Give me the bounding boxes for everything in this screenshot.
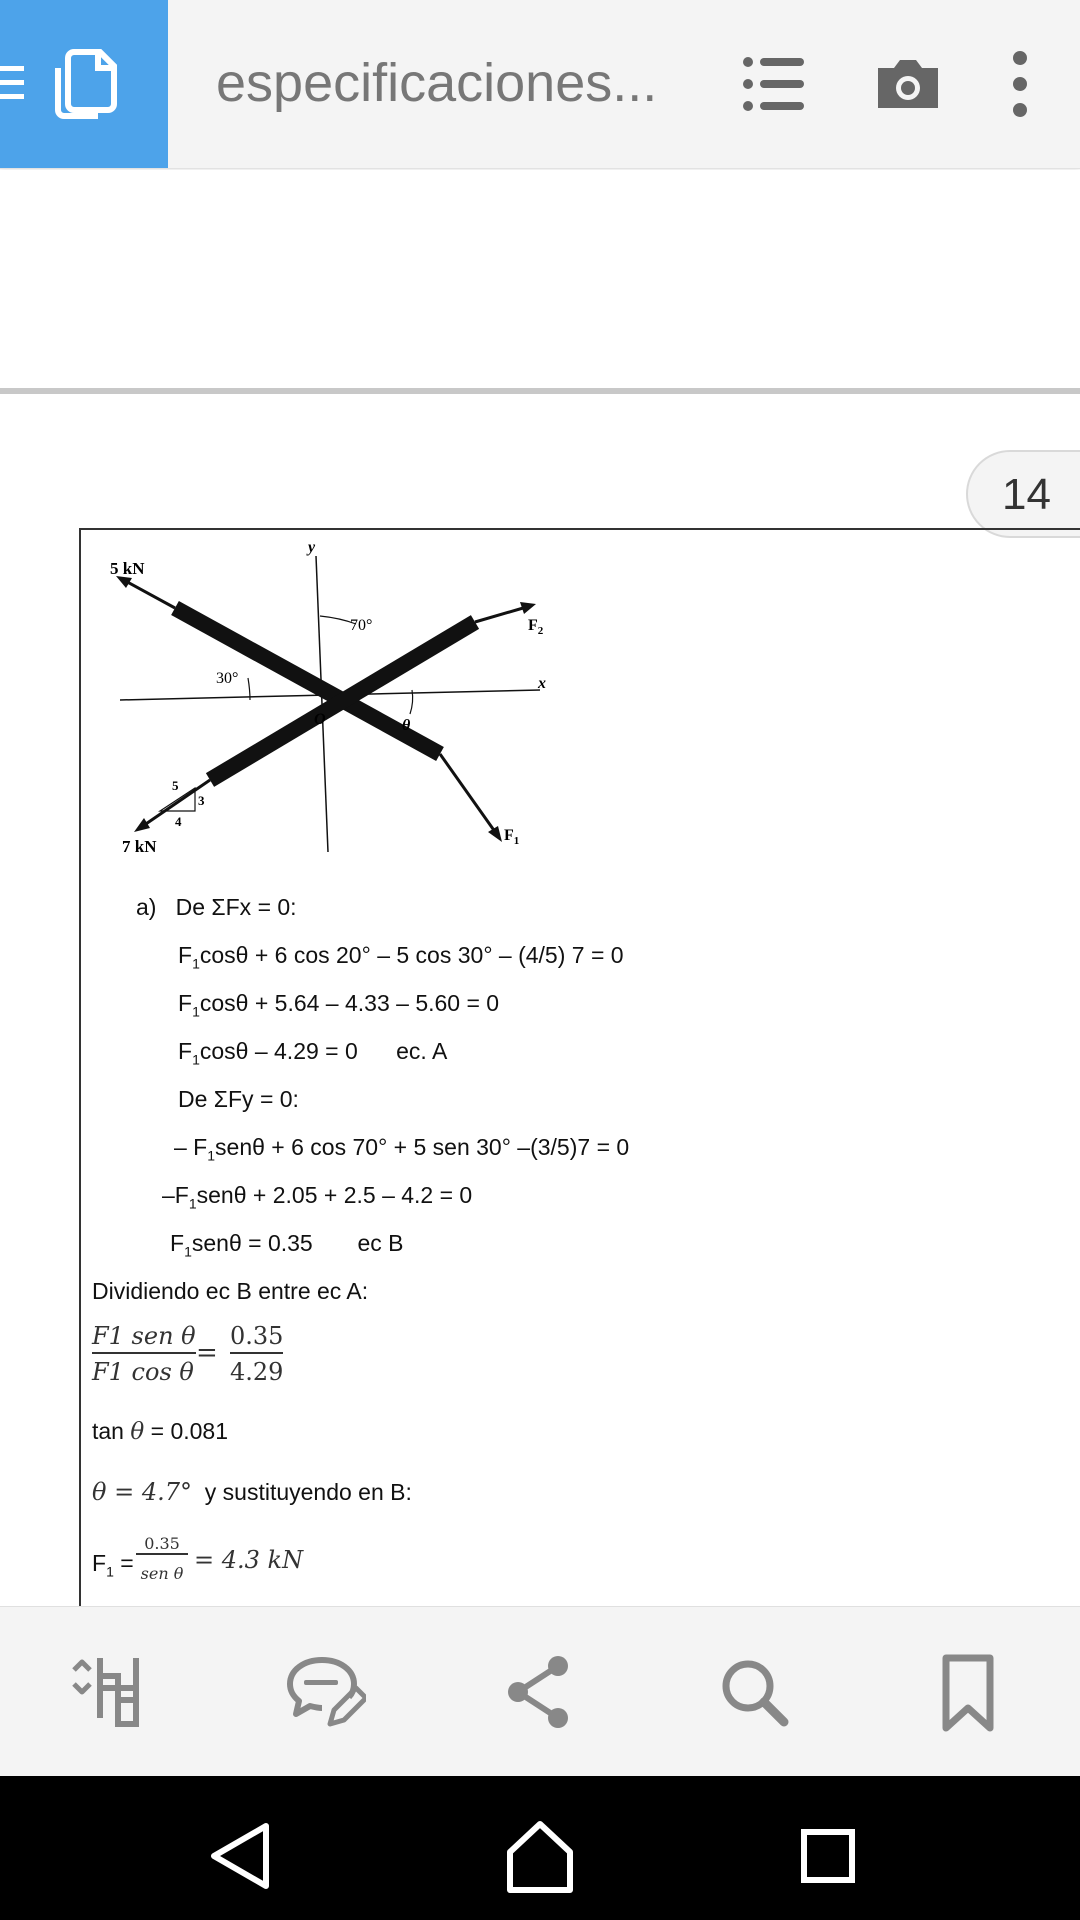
label-o: O: [314, 711, 326, 728]
label-30: 30°: [216, 670, 239, 687]
back-icon[interactable]: [202, 1816, 282, 1896]
label-5: 5: [172, 778, 179, 793]
fraction-equals: =: [196, 1338, 218, 1368]
list-icon[interactable]: [734, 44, 814, 124]
fraction-2-denominator: 4.29: [230, 1358, 284, 1386]
bookmark-icon[interactable]: [926, 1650, 1010, 1734]
theta-line: θ = 4.7° y sustituyendo en B:: [92, 1478, 412, 1506]
share-icon[interactable]: [496, 1650, 580, 1734]
label-3: 3: [198, 793, 205, 808]
arrow-f1: [440, 754, 498, 836]
f1-result-line: [92, 1532, 352, 1592]
solution-line-8: $F_1sen\theta = 0.35$ ec B: [170, 1230, 404, 1260]
recents-icon[interactable]: [788, 1816, 868, 1896]
reading-mode-icon[interactable]: [66, 1650, 150, 1734]
camera-icon[interactable]: [868, 44, 948, 124]
arrowhead-f2: [520, 602, 536, 614]
fraction-equation: [92, 1318, 292, 1388]
solution-line-7: $-F_1sen\theta + 2.05 + 2.5 - 4.2 = 0$: [162, 1182, 473, 1212]
page-number-badge[interactable]: [966, 450, 1080, 538]
arrowhead-f1: [488, 826, 502, 842]
label-f2: $F_2$: [528, 617, 544, 637]
menu-icon: [0, 66, 26, 100]
solution-line-5: De ΣFy = 0:: [178, 1086, 299, 1112]
label-f1: $F_1$: [504, 827, 520, 847]
home-icon[interactable]: [500, 1816, 580, 1896]
arrow-f2: [475, 606, 530, 622]
solution-line-6: – $F_1sen\theta + 6$ cos 70° + 5 sen 30° –(3/5)7 = 0: [174, 1134, 630, 1164]
label-y: y: [308, 539, 316, 556]
label-5kn: 5 kN: [110, 559, 145, 578]
fraction-2-numerator: 0.35: [230, 1322, 283, 1354]
solution-line-4: $F_1\cos\theta - 4.29 = 0$ ec. A: [178, 1038, 448, 1068]
search-icon[interactable]: [712, 1650, 796, 1734]
f1-denominator: sen θ: [140, 1564, 184, 1583]
document-button[interactable]: [0, 0, 168, 168]
fraction-1-denominator: F1 cos θ: [92, 1358, 194, 1386]
app-bar: [0, 0, 1080, 169]
arrowhead-7kn: [134, 818, 150, 832]
solution-line-2: $F_1\cos\theta + 6$ cos 20° – 5 cos 30° – (4/5) 7 = 0: [178, 942, 624, 972]
fraction-1-numerator: F1 sen θ: [92, 1322, 196, 1354]
solution-line-1: a) De ΣFx = 0:: [136, 894, 297, 920]
f1-label: $F_1$ =: [92, 1550, 134, 1580]
solution-line-3: $F_1\cos\theta + 5.64 - 4.33 - 5.60 = 0$: [178, 990, 500, 1020]
document-icon: [52, 48, 118, 120]
force-diagram: [100, 530, 580, 860]
f1-numerator: 0.35: [136, 1534, 188, 1555]
member-5kn-f1: [175, 608, 440, 754]
more-vert-icon[interactable]: [980, 44, 1060, 124]
solution-line-9: Dividiendo ec B entre ec A:: [92, 1278, 369, 1304]
label-theta: θ: [402, 717, 411, 734]
label-70: 70°: [350, 617, 373, 634]
page-number: 14: [1002, 470, 1051, 519]
comment-edit-icon[interactable]: [282, 1650, 366, 1734]
previous-page-bottom: [0, 170, 1080, 390]
tan-line: tan θ = 0.081: [92, 1418, 229, 1445]
label-x: x: [538, 675, 546, 692]
f1-result: = 4.3 kN: [194, 1546, 304, 1574]
page-separator: [0, 388, 1080, 394]
label-7kn: 7 kN: [122, 837, 157, 856]
document-title: especificaciones...: [216, 53, 658, 113]
label-4: 4: [175, 814, 182, 829]
